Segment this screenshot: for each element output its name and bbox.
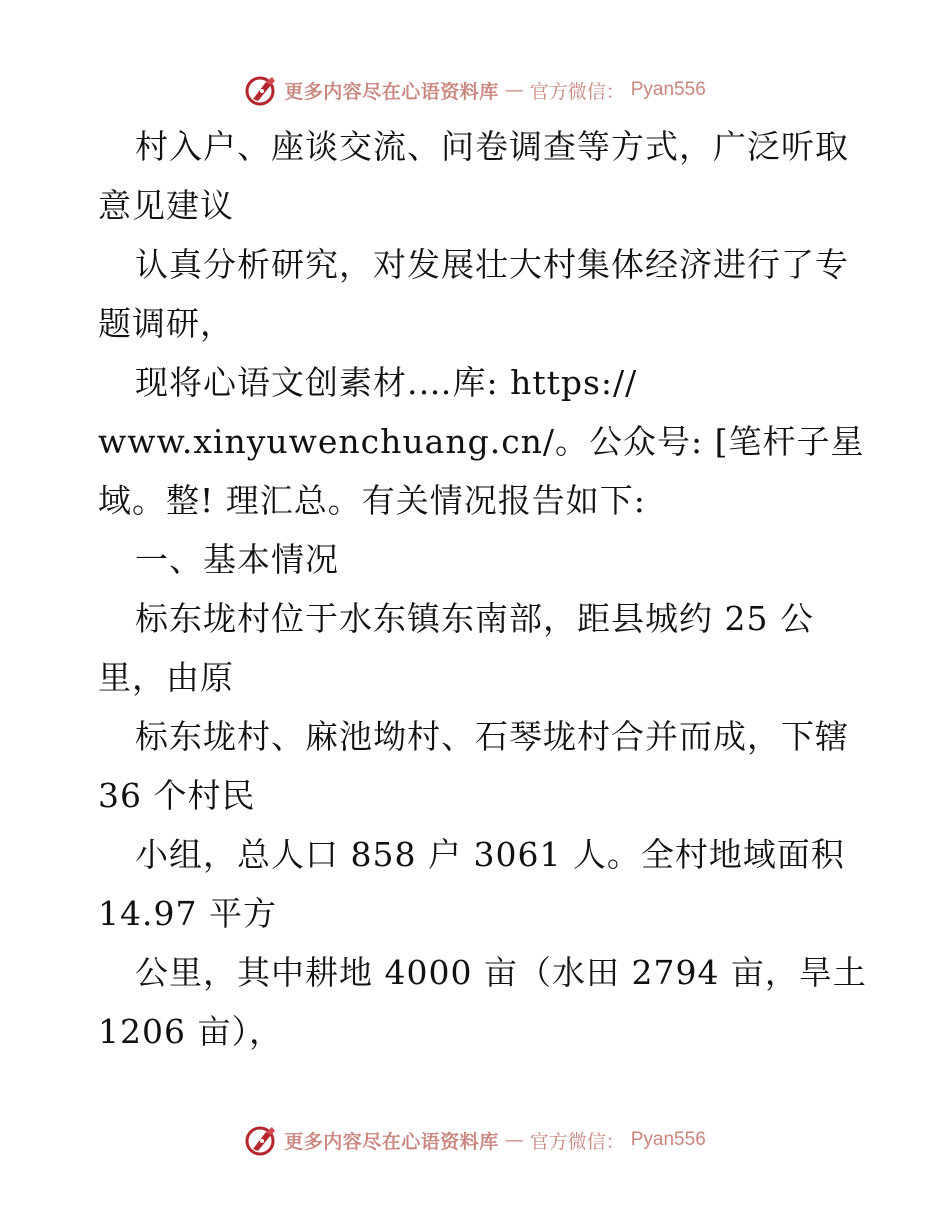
body-line-14: 14.97 平方	[98, 894, 277, 933]
pen-nib-logo-icon	[244, 1123, 278, 1157]
pen-nib-logo-icon	[244, 73, 278, 107]
header-wechat-label: 官方微信：	[529, 80, 625, 103]
body-line-4: 题调研，	[98, 304, 234, 343]
footer-separator: —	[504, 1129, 524, 1151]
footer-brand-text: 更多内容尽在心语资料库	[284, 1130, 499, 1153]
body-line-11: 标东垅村、麻池坳村、石琴垅村合并而成，下辖	[135, 717, 849, 756]
footer-wechat-label: 官方微信：	[529, 1130, 625, 1153]
body-line-3: 认真分析研究，对发展壮大村集体经济进行了专	[135, 245, 849, 284]
document-body	[98, 117, 867, 1061]
header-banner	[0, 70, 950, 110]
body-line-15: 公里，其中耕地 4000 亩（水田 2794 亩，旱土	[135, 953, 867, 992]
body-line-5: 现将心语文创素材.…库: https://	[135, 363, 638, 402]
body-line-9: 标东垅村位于水东镇东南部，距县城约 25 公	[135, 599, 814, 638]
body-line-13: 小组，总人口 858 户 3061 人。全村地域面积	[135, 835, 845, 874]
body-line-1: 村入户、座谈交流、问卷调查等方式，广泛听取	[135, 127, 849, 166]
section-heading-basic-info: 一、基本情况	[135, 540, 339, 579]
body-line-16: 1206 亩），	[98, 1012, 283, 1051]
body-line-2: 意见建议	[98, 186, 234, 225]
footer-wechat-id: Pyan556	[630, 1129, 706, 1150]
body-line-12: 36 个村民	[98, 776, 256, 815]
header-separator: —	[504, 79, 524, 101]
header-wechat-id: Pyan556	[630, 79, 706, 100]
body-line-10: 里，由原	[98, 658, 234, 697]
body-line-6: www.xinyuwenchuang.cn/。公众号: [笔杆子星	[98, 422, 865, 461]
header-brand-text: 更多内容尽在心语资料库	[284, 80, 499, 103]
body-line-7: 域。整! 理汇总。有关情况报告如下:	[98, 481, 646, 520]
footer-banner	[0, 1120, 950, 1160]
